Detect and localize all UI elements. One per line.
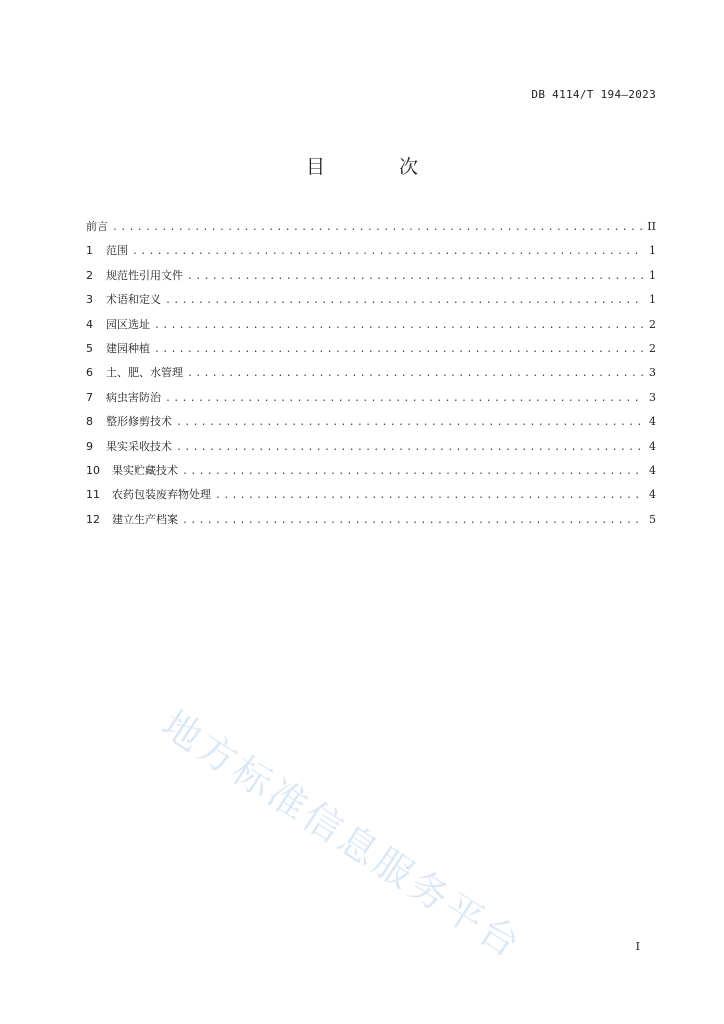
toc-leader-dots <box>182 515 644 526</box>
watermark: 地方标准信息服务平台 <box>154 701 531 968</box>
toc-leader-dots <box>187 368 644 379</box>
toc-label: 整形修剪技术 <box>106 415 172 429</box>
toc-leader-dots <box>182 466 644 477</box>
toc-page-number: 3 <box>649 390 656 404</box>
toc-row-3[interactable] <box>86 291 656 315</box>
toc-row-4[interactable] <box>86 316 656 340</box>
toc-label: 农药包装废弃物处理 <box>112 488 211 502</box>
page-title: 目 次 <box>305 156 453 178</box>
toc-leader-dots <box>132 246 644 257</box>
toc-section-number: 1 <box>86 244 93 258</box>
toc-label: 规范性引用文件 <box>106 268 183 282</box>
toc-row-10[interactable] <box>86 462 656 486</box>
toc-page-number: II <box>647 220 656 233</box>
toc-label: 建园种植 <box>106 341 150 355</box>
toc-page-number: 4 <box>649 463 656 477</box>
toc-leader-dots <box>176 417 644 428</box>
toc-section-number: 4 <box>86 317 93 331</box>
toc-section-number: 9 <box>86 439 93 453</box>
toc-leader-dots <box>187 271 644 282</box>
toc-row-foreword[interactable] <box>86 218 656 242</box>
toc-page-number: 2 <box>649 341 656 355</box>
toc-leader-dots <box>165 295 644 306</box>
toc-label: 园区选址 <box>106 317 150 331</box>
toc-row-6[interactable] <box>86 364 656 388</box>
toc-page-number: 1 <box>649 293 656 307</box>
toc-page-number: 1 <box>649 244 656 258</box>
toc-label: 术语和定义 <box>106 293 161 307</box>
toc-row-7[interactable] <box>86 389 656 413</box>
toc-section-number: 11 <box>86 488 100 502</box>
toc-label: 果实贮藏技术 <box>112 463 178 477</box>
toc-label: 病虫害防治 <box>106 390 161 404</box>
toc-leader-dots <box>215 490 644 501</box>
toc-section-number: 10 <box>86 463 100 477</box>
toc-row-5[interactable] <box>86 340 656 364</box>
toc-label: 范围 <box>106 244 128 258</box>
document-code: DB 4114/T 194—2023 <box>531 88 656 101</box>
toc-section-number: 8 <box>86 415 93 429</box>
toc-page-number: 2 <box>649 317 656 331</box>
footer-page-number: I <box>635 940 640 953</box>
toc-page-number: 4 <box>649 415 656 429</box>
toc-leader-dots <box>112 222 643 233</box>
toc-section-number: 12 <box>86 512 100 526</box>
toc-page-number: 4 <box>649 439 656 453</box>
toc-row-12[interactable] <box>86 511 656 535</box>
toc-leader-dots <box>176 442 644 453</box>
toc-page-number: 3 <box>649 366 656 380</box>
toc-section-number: 5 <box>86 341 93 355</box>
toc-row-8[interactable] <box>86 413 656 437</box>
toc-row-9[interactable] <box>86 438 656 462</box>
toc-leader-dots <box>165 393 644 404</box>
toc-label: 果实采收技术 <box>106 439 172 453</box>
toc-row-1[interactable] <box>86 242 656 266</box>
toc-label: 土、肥、水管理 <box>106 366 183 380</box>
toc-row-11[interactable] <box>86 486 656 510</box>
toc-section-number: 3 <box>86 293 93 307</box>
toc-label: 前言 <box>86 220 108 233</box>
toc-section-number: 7 <box>86 390 93 404</box>
toc-label: 建立生产档案 <box>112 512 178 526</box>
toc-page-number: 4 <box>649 488 656 502</box>
toc-page-number: 5 <box>649 512 656 526</box>
table-of-contents <box>86 218 656 535</box>
toc-page-number: 1 <box>649 268 656 282</box>
toc-section-number: 2 <box>86 268 93 282</box>
toc-row-2[interactable] <box>86 267 656 291</box>
toc-section-number: 6 <box>86 366 93 380</box>
toc-leader-dots <box>154 344 644 355</box>
toc-leader-dots <box>154 320 644 331</box>
